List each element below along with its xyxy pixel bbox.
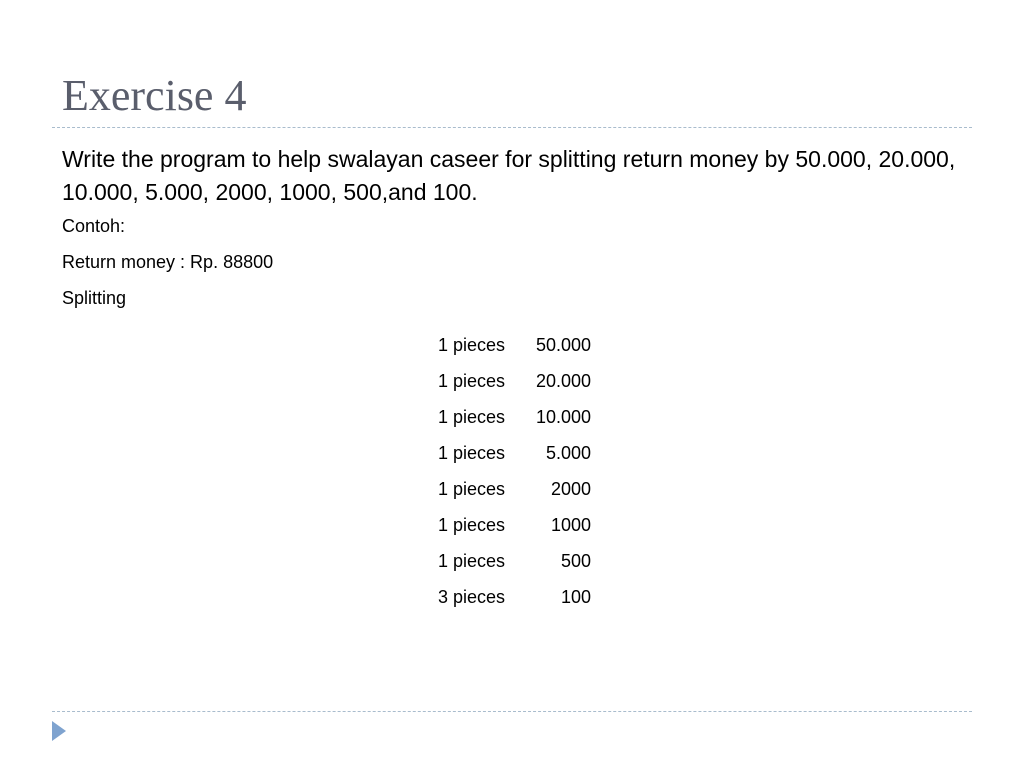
- split-amount: 10.000: [535, 406, 591, 427]
- split-row: [434, 399, 591, 435]
- title-divider: [52, 127, 972, 128]
- split-amount: 1000: [550, 514, 591, 535]
- split-amount: 50.000: [535, 334, 591, 355]
- play-arrow-icon[interactable]: [52, 721, 66, 741]
- split-count: 1: [437, 370, 448, 391]
- split-amount: 5.000: [545, 442, 591, 463]
- split-row: [434, 579, 591, 615]
- split-count: 1: [437, 442, 448, 463]
- split-amount: 2000: [550, 478, 591, 499]
- example-label: Contoh:: [62, 216, 126, 236]
- split-word: pieces: [453, 370, 506, 391]
- splitting-table: [434, 327, 591, 615]
- split-amount: 20.000: [535, 370, 591, 391]
- split-word: pieces: [453, 478, 506, 499]
- split-word: pieces: [453, 586, 506, 607]
- intro-paragraph: [62, 143, 962, 209]
- split-word: pieces: [453, 514, 506, 535]
- intro-period: .: [471, 179, 478, 205]
- split-word: pieces: [453, 406, 506, 427]
- split-word: pieces: [453, 550, 506, 571]
- split-row: [434, 507, 591, 543]
- split-count: 1: [437, 334, 448, 355]
- split-amount: 500: [560, 550, 591, 571]
- splitting-label: Splitting: [62, 288, 127, 308]
- intro-text: Write the program to help swalayan caseer for splitting return money by 50.000, 20.000, 10.000, 5.000, 2000, 1000, 500,and 100: [62, 146, 956, 205]
- split-count: 1: [437, 550, 448, 571]
- slide-title: Exercise 4: [62, 71, 247, 120]
- split-word: pieces: [453, 334, 506, 355]
- slide-body: [62, 143, 962, 323]
- footer-divider: [52, 711, 972, 712]
- split-count: 1: [437, 514, 448, 535]
- split-row: [434, 435, 591, 471]
- split-row: [434, 543, 591, 579]
- split-count: 1: [437, 406, 448, 427]
- split-amount: 100: [560, 586, 591, 607]
- split-row: [434, 471, 591, 507]
- return-money-line: Return money : Rp. 88800: [62, 252, 274, 272]
- split-word: pieces: [453, 442, 506, 463]
- split-count: 3: [437, 586, 448, 607]
- split-row: [434, 363, 591, 399]
- split-row: [434, 327, 591, 363]
- split-count: 1: [437, 478, 448, 499]
